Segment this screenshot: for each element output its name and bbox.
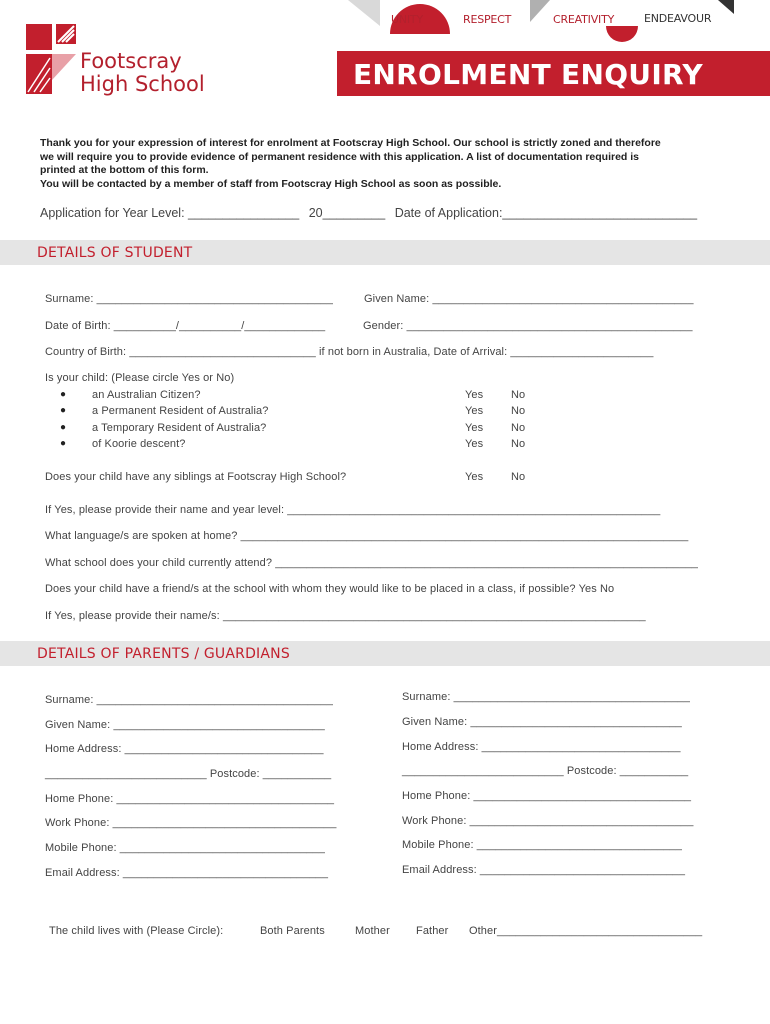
- parent1-address-field[interactable]: Home Address: ________________________________: [45, 743, 324, 755]
- student-dob-field[interactable]: Date of Birth: __________/__________/_____________: [45, 320, 326, 332]
- residency-question: Is your child: (Please circle Yes or No): [45, 372, 235, 384]
- parent1-mobile-field[interactable]: Mobile Phone: _________________________________: [45, 842, 325, 854]
- school-name-line2: High School: [80, 72, 205, 96]
- parent2-mobile-field[interactable]: Mobile Phone: _________________________________: [402, 839, 682, 851]
- year-field[interactable]: 20_________: [308, 206, 386, 220]
- value-endeavour: ENDEAVOUR: [644, 12, 712, 25]
- languages-field[interactable]: What language/s are spoken at home? ________________________________________________________________________: [45, 530, 689, 542]
- parent2-given-name-field[interactable]: Given Name: __________________________________: [402, 716, 682, 728]
- friends-question[interactable]: Does your child have a friend/s at the school with whom they would like to be placed in a class, if possible? Yes No: [45, 583, 615, 595]
- bullet-icon: ●: [60, 438, 67, 449]
- student-surname-field[interactable]: Surname: ______________________________________: [45, 293, 333, 305]
- status-yes-option[interactable]: Yes: [465, 405, 484, 417]
- lives-with-label: The child lives with (Please Circle):: [49, 925, 224, 937]
- lives-with-other[interactable]: Other_________________________________: [469, 925, 703, 937]
- status-item-label: of Koorie descent?: [92, 438, 186, 450]
- siblings-no-option[interactable]: No: [511, 471, 526, 483]
- application-date-field[interactable]: Date of Application:____________________________: [394, 206, 698, 220]
- parent1-email-field[interactable]: Email Address: _________________________________: [45, 867, 329, 879]
- intro-line: we will require you to provide evidence of permanent residence with this application. A list of documentation required is: [40, 150, 639, 163]
- parent2-email-field[interactable]: Email Address: _________________________________: [402, 864, 686, 876]
- bullet-icon: ●: [60, 405, 67, 416]
- school-name-line1: Footscray: [80, 49, 182, 73]
- bullet-icon: ●: [60, 389, 67, 400]
- lives-with-both-parents[interactable]: Both Parents: [260, 925, 325, 937]
- friends-names-field[interactable]: If Yes, please provide their name/s: ____________________________________________________________________: [45, 610, 646, 622]
- student-country-field[interactable]: Country of Birth: ______________________________ if not born in Australia, Date of Arrival: _______________________: [45, 346, 654, 358]
- parents-section-title: DETAILS OF PARENTS / GUARDIANS: [37, 646, 290, 662]
- parents-section-header: [0, 641, 770, 666]
- current-school-field[interactable]: What school does your child currently attend? ____________________________________________________________________: [45, 557, 699, 569]
- intro-line: Thank you for your expression of interest for enrolment at Footscray High School. Our school is strictly zoned and therefore: [40, 137, 661, 149]
- value-unity: UNITY: [391, 13, 423, 26]
- lives-with-father[interactable]: Father: [416, 925, 449, 937]
- status-item-label: an Australian Citizen?: [92, 389, 201, 401]
- value-creativity: CREATIVITY: [553, 13, 615, 26]
- year-level-field[interactable]: Application for Year Level: ________________: [40, 206, 300, 220]
- siblings-question: Does your child have any siblings at Footscray High School?: [45, 471, 347, 483]
- school-logo-icon: [26, 24, 76, 94]
- status-no-option[interactable]: No: [511, 438, 526, 450]
- status-yes-option[interactable]: Yes: [465, 389, 484, 401]
- parent1-given-name-field[interactable]: Given Name: __________________________________: [45, 719, 325, 731]
- status-item-label: a Temporary Resident of Australia?: [92, 422, 267, 434]
- page-title: ENROLMENT ENQUIRY: [353, 58, 703, 91]
- student-given-name-field[interactable]: Given Name: __________________________________________: [364, 293, 694, 305]
- student-section-title: DETAILS OF STUDENT: [37, 245, 193, 261]
- siblings-yes-option[interactable]: Yes: [465, 471, 484, 483]
- title-banner: [337, 51, 770, 96]
- status-item-label: a Permanent Resident of Australia?: [92, 405, 269, 417]
- lives-with-mother[interactable]: Mother: [355, 925, 390, 937]
- parent1-surname-field[interactable]: Surname: ______________________________________: [45, 694, 333, 706]
- status-no-option[interactable]: No: [511, 422, 526, 434]
- intro-text: [40, 137, 740, 191]
- parent2-surname-field[interactable]: Surname: ______________________________________: [402, 691, 690, 703]
- student-section-header: [0, 240, 770, 265]
- parent2-postcode-field[interactable]: __________________________ Postcode: ___________: [402, 765, 689, 777]
- application-line: [40, 206, 703, 220]
- status-no-option[interactable]: No: [511, 405, 526, 417]
- parent2-address-field[interactable]: Home Address: ________________________________: [402, 741, 681, 753]
- parent1-work-phone-field[interactable]: Work Phone: ____________________________________: [45, 817, 337, 829]
- parent1-home-phone-field[interactable]: Home Phone: ___________________________________: [45, 793, 335, 805]
- value-respect: RESPECT: [463, 13, 512, 26]
- intro-line: printed at the bottom of this form.: [40, 164, 209, 177]
- school-name: [80, 50, 205, 96]
- parent1-postcode-field[interactable]: __________________________ Postcode: ___________: [45, 768, 332, 780]
- status-yes-option[interactable]: Yes: [465, 422, 484, 434]
- bullet-icon: ●: [60, 422, 67, 433]
- intro-line: You will be contacted by a member of staff from Footscray High School as soon as possible.: [40, 177, 502, 190]
- parent2-work-phone-field[interactable]: Work Phone: ____________________________________: [402, 815, 694, 827]
- sibling-details-field[interactable]: If Yes, please provide their name and year level: ____________________________________________________________: [45, 504, 661, 516]
- status-no-option[interactable]: No: [511, 389, 526, 401]
- status-yes-option[interactable]: Yes: [465, 438, 484, 450]
- student-gender-field[interactable]: Gender: ______________________________________________: [363, 320, 693, 332]
- parent2-home-phone-field[interactable]: Home Phone: ___________________________________: [402, 790, 692, 802]
